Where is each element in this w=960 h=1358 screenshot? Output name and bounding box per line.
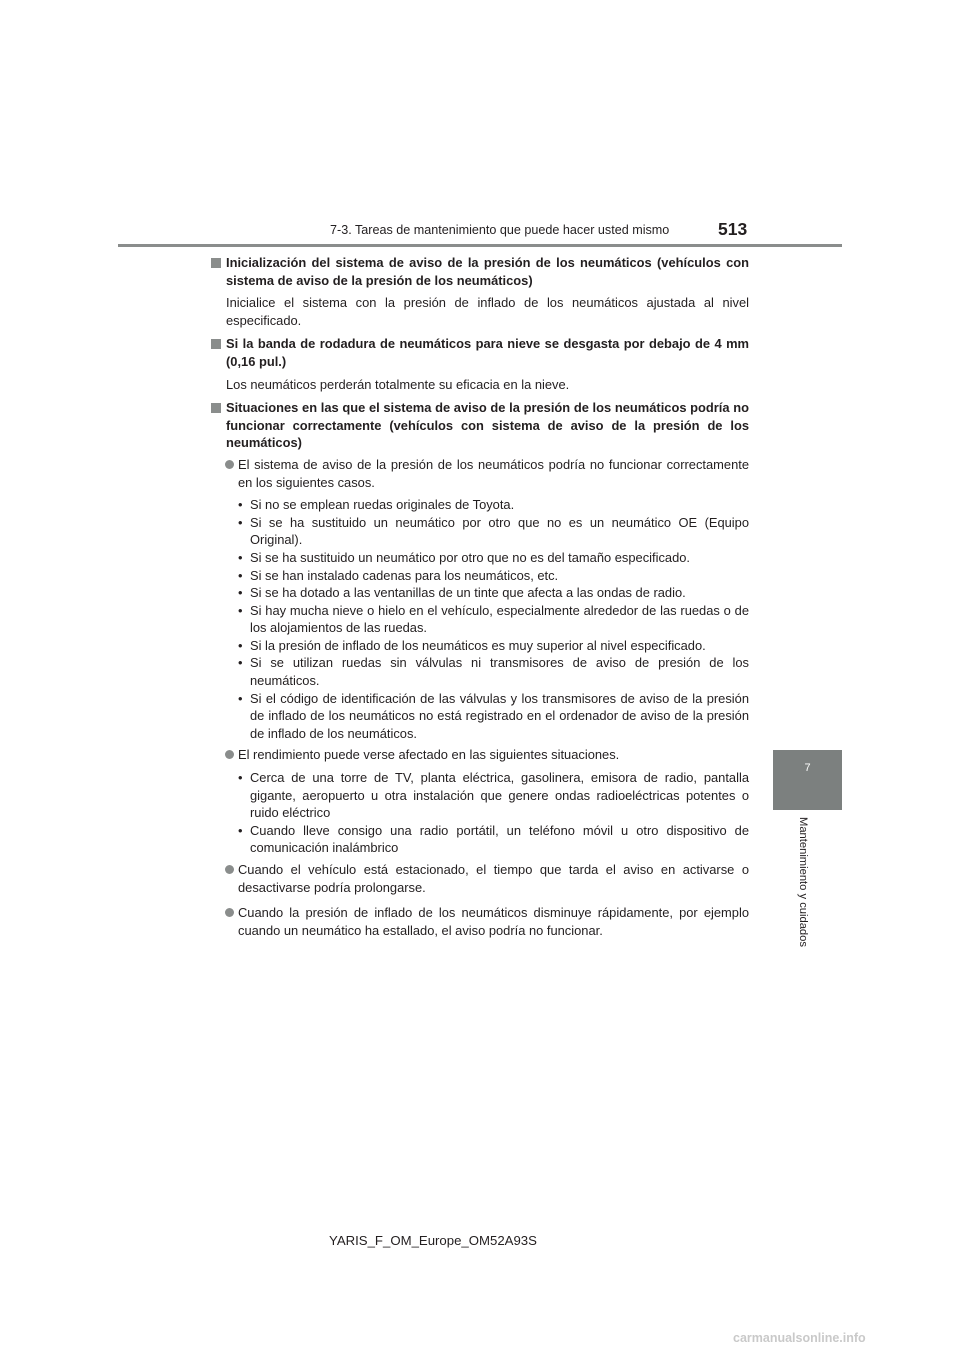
section-square-icon bbox=[211, 258, 221, 268]
list-marker: • bbox=[238, 567, 243, 583]
bullet-dot-icon bbox=[225, 460, 234, 469]
list-item: • Si la presión de inflado de los neumáticos es muy superior al nivel especificado. bbox=[238, 637, 706, 653]
situation-list bbox=[211, 769, 749, 857]
section-tpws-malfunction-situations bbox=[211, 399, 749, 939]
bullet-item bbox=[211, 746, 749, 764]
case-list bbox=[211, 496, 749, 742]
page-content bbox=[211, 254, 749, 945]
list-item: • Si se utilizan ruedas sin válvulas ni transmisores de aviso de presión de los neumáticos. bbox=[238, 655, 749, 689]
list-marker: • bbox=[238, 822, 243, 838]
list-marker: • bbox=[238, 655, 243, 671]
list-marker: • bbox=[238, 549, 243, 565]
bullet-item bbox=[211, 861, 749, 896]
bullet-item bbox=[211, 456, 749, 491]
bullet-text: El rendimiento puede verse afectado en las siguientes situaciones. bbox=[238, 747, 620, 763]
chapter-number: 7 bbox=[804, 762, 811, 774]
list-item: • Si se han instalado cadenas para los neumáticos, etc. bbox=[238, 567, 559, 583]
list-item: • Si no se emplean ruedas originales de Toyota. bbox=[238, 497, 515, 513]
watermark: carmanualsonline.info bbox=[733, 1331, 866, 1345]
list-marker: • bbox=[238, 514, 243, 530]
bullet-text: Cuando el vehículo está estacionado, el tiempo que tarda el aviso en activarse o desactivarse podría prolongarse. bbox=[238, 862, 749, 895]
section-heading: Inicialización del sistema de aviso de la presión de los neumáticos (vehículos con sistema de aviso de la presión de los neumáticos) bbox=[226, 255, 749, 288]
section-heading: Situaciones en las que el sistema de aviso de la presión de los neumáticos podría no funcionar correctamente (vehículos con sistema de aviso de la presión de los neumáticos) bbox=[226, 400, 749, 451]
chapter-tab bbox=[773, 750, 842, 810]
list-item: • Si se ha sustituido un neumático por otro que no es del tamaño especificado. bbox=[238, 549, 690, 565]
list-marker: • bbox=[238, 497, 243, 513]
list-marker: • bbox=[238, 585, 243, 601]
list-item: • Cerca de una torre de TV, planta eléctrica, gasolinera, emisora de radio, pantalla gigante, aeropuerto u otra instalación que genere ondas radioeléctricas potentes o ruido eléctrico bbox=[238, 770, 749, 821]
bullet-text: El sistema de aviso de la presión de los neumáticos podría no funcionar correctamente en los siguientes casos. bbox=[238, 456, 749, 490]
list-marker: • bbox=[238, 770, 243, 786]
section-tpws-initialization bbox=[211, 254, 749, 329]
list-item: • Si se ha dotado a las ventanillas de un tinte que afecta a las ondas de radio. bbox=[238, 585, 686, 601]
bullet-dot-icon bbox=[225, 865, 234, 874]
header-divider bbox=[118, 244, 842, 247]
list-item: • Cuando lleve consigo una radio portátil, un teléfono móvil u otro dispositivo de comunicación inalámbrico bbox=[238, 822, 749, 856]
bullet-dot-icon bbox=[225, 908, 234, 917]
running-header-title: 7-3. Tareas de mantenimiento que puede hacer usted mismo bbox=[330, 223, 670, 237]
section-square-icon bbox=[211, 403, 221, 413]
section-snow-tire-wear bbox=[211, 335, 749, 393]
list-item: • Si se ha sustituido un neumático por otro que no es un neumático OE (Equipo Original). bbox=[238, 514, 749, 548]
bullet-text: Cuando la presión de inflado de los neumáticos disminuye rápidamente, por ejemplo cuando un neumático ha estallado, el aviso podría no funcionar. bbox=[238, 905, 749, 938]
section-square-icon bbox=[211, 339, 221, 349]
section-heading: Si la banda de rodadura de neumáticos para nieve se desgasta por debajo de 4 mm (0,16 pul.) bbox=[226, 336, 749, 369]
section-text: Inicialice el sistema con la presión de inflado de los neumáticos ajustada al nivel especificado. bbox=[226, 295, 749, 328]
list-item: • Si hay mucha nieve o hielo en el vehículo, especialmente alrededor de las ruedas o de los alojamientos de las ruedas. bbox=[238, 602, 749, 636]
chapter-label: Mantenimiento y cuidados bbox=[797, 817, 809, 947]
list-item: • Si el código de identificación de las válvulas y los transmisores de aviso de la presión de inflado de los neumáticos no está registrado en el ordenador de aviso de la presión de inflado de los neumáticos. bbox=[238, 690, 749, 741]
list-marker: • bbox=[238, 690, 243, 706]
footer-doc-code: YARIS_F_OM_Europe_OM52A93S bbox=[329, 1233, 537, 1248]
bullet-item bbox=[211, 904, 749, 939]
list-marker: • bbox=[238, 637, 243, 653]
page-number: 513 bbox=[718, 219, 748, 239]
section-text: Los neumáticos perderán totalmente su eficacia en la nieve. bbox=[226, 376, 570, 392]
list-marker: • bbox=[238, 602, 243, 618]
bullet-dot-icon bbox=[225, 750, 234, 759]
